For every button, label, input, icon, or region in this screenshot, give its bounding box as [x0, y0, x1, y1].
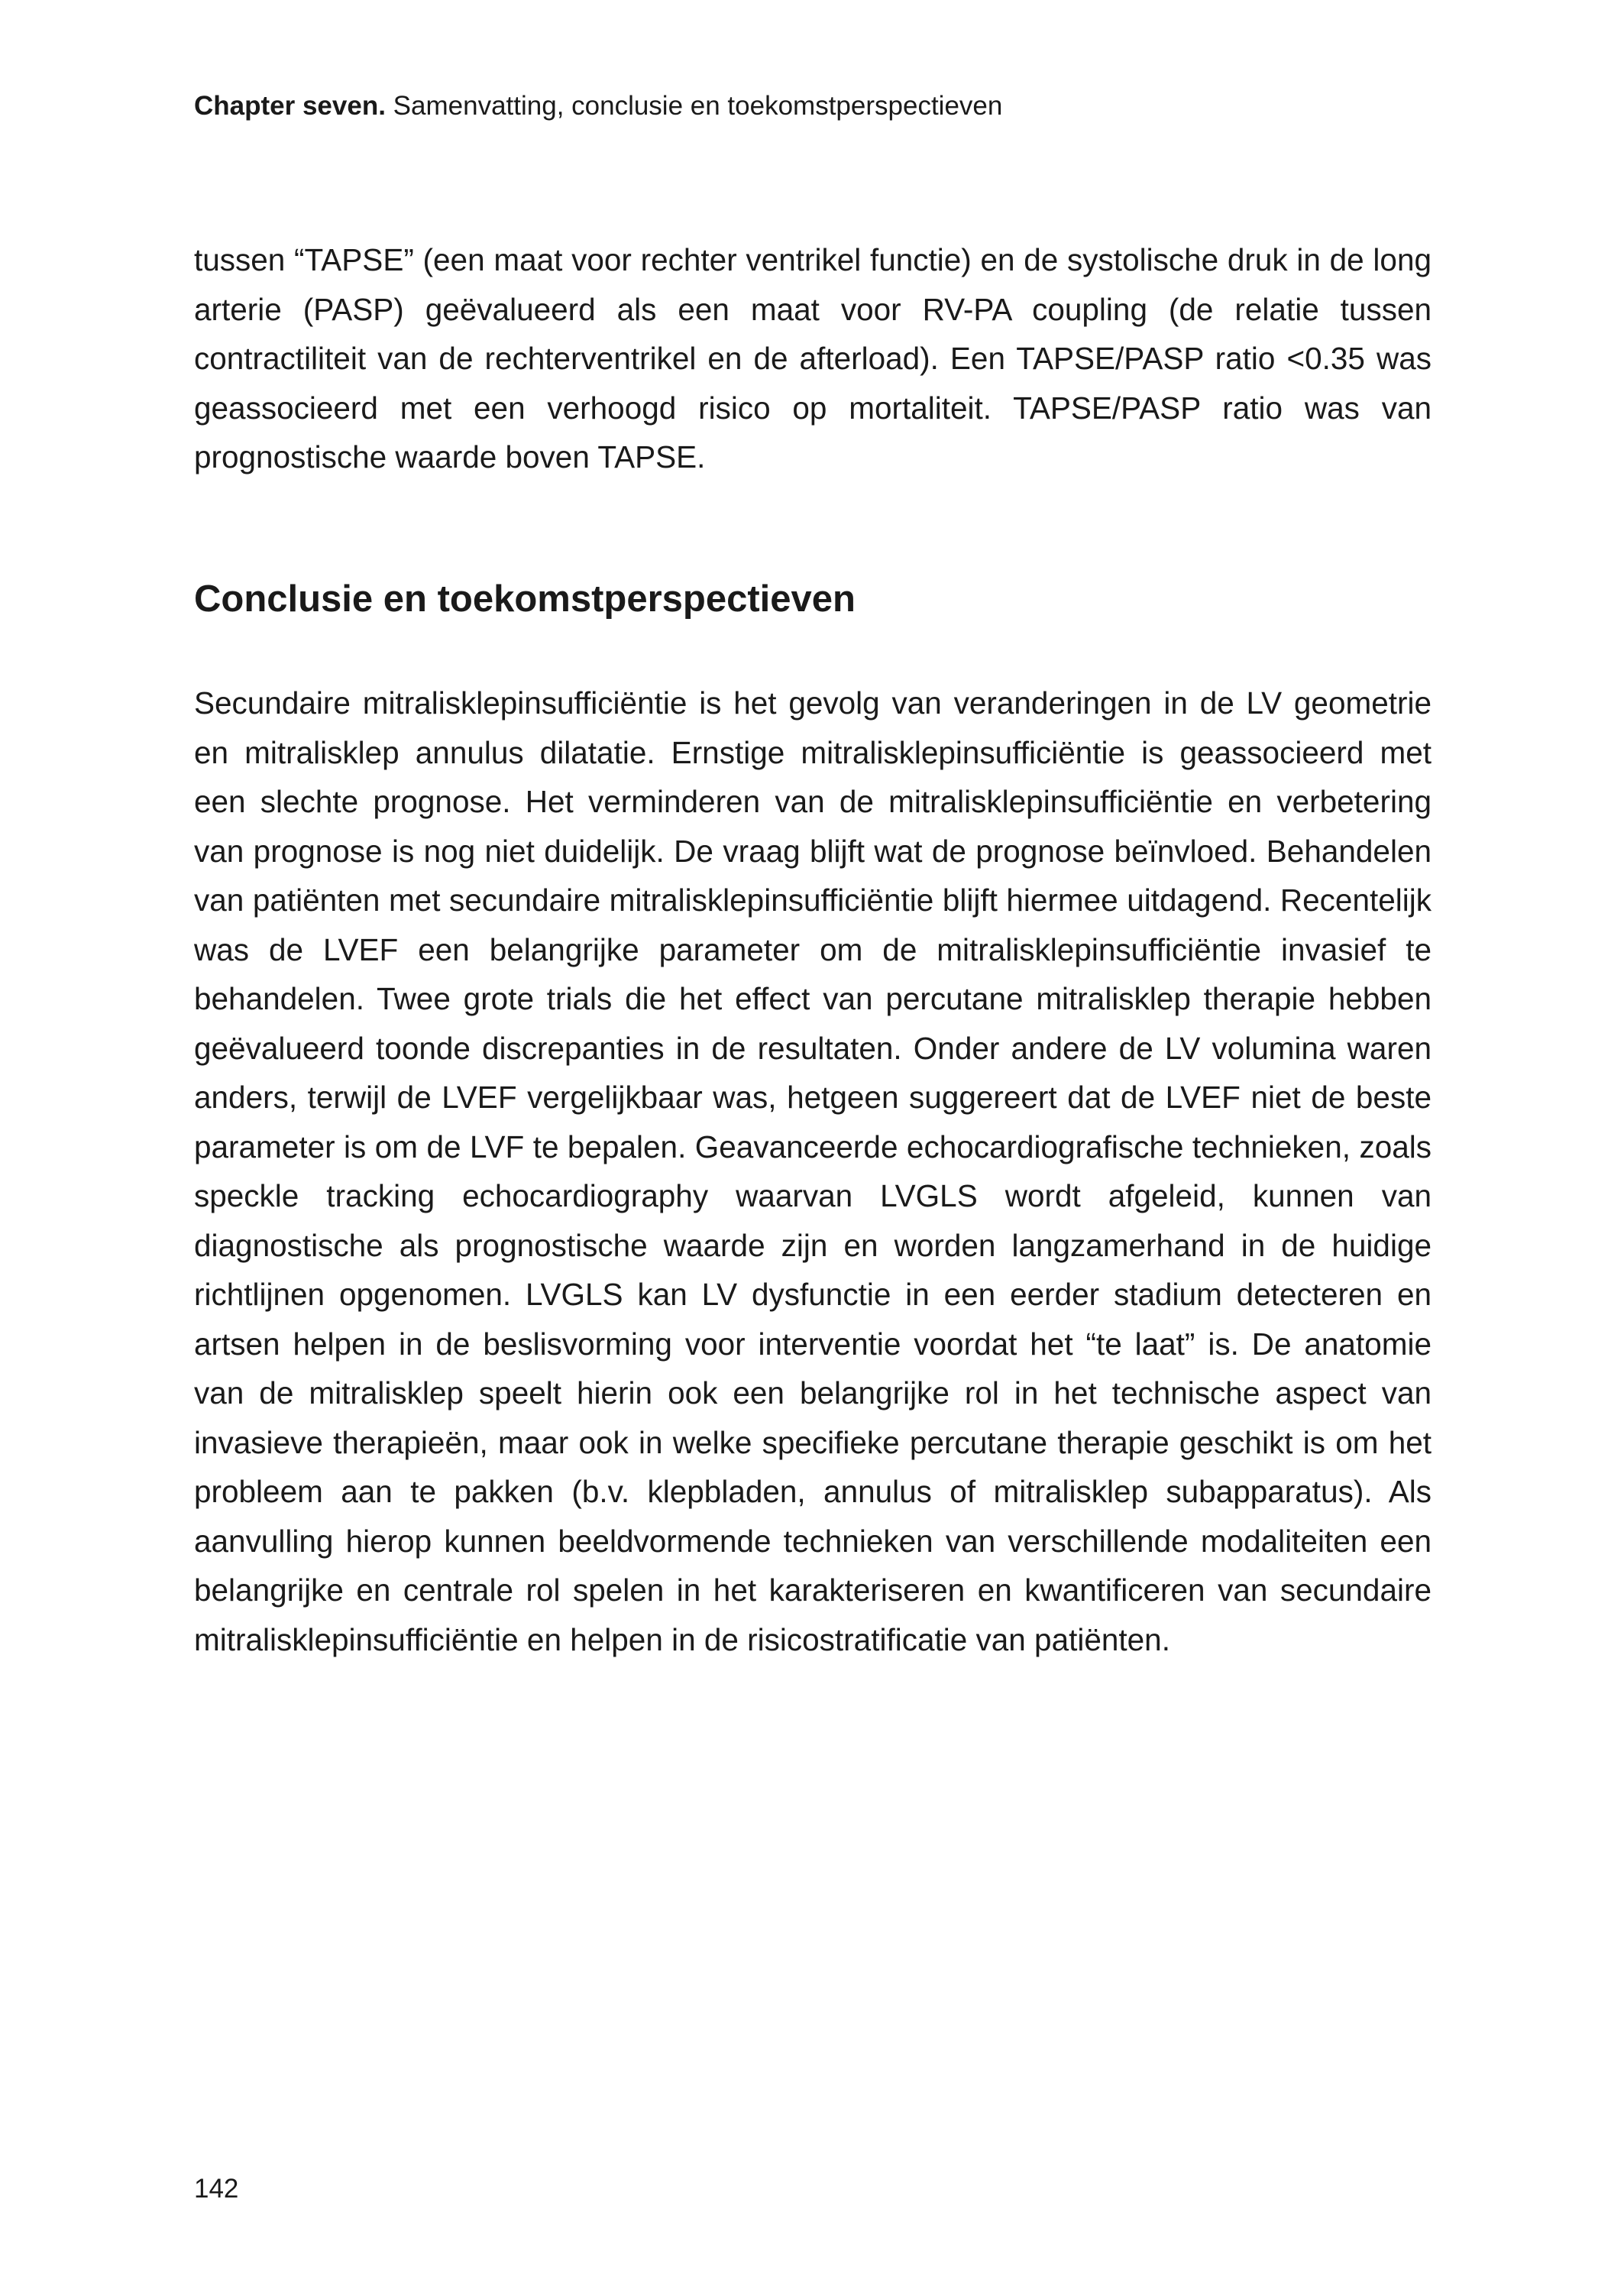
chapter-label: Chapter seven. — [194, 91, 386, 121]
conclusion-paragraph: Secundaire mitralisklepinsufficiëntie is het gevolg van veranderingen in de LV geometrie en mitralisklep annulus dilatatie. Ernstige mitralisklepinsufficiëntie is geassocieerd met een slechte prognose. Het verminderen van de mitralisklepinsufficiëntie en verbetering van prognose is nog niet duidelijk. De vraag blijft wat de prognose beïnvloed. Behandelen van patiënten met secundaire mitralisklepinsufficiëntie blijft hiermee uitdagend. Recentelijk was de LVEF een belangrijke parameter om de mitralisklepinsufficiëntie invasief te behandelen. Twee grote trials die het effect van percutane mitralisklep therapie hebben geëvalueerd toonde discrepanties in de resultaten. Onder andere de LV volumina waren anders, terwijl de LVEF vergelijkbaar was, hetgeen suggereert dat de LVEF niet de beste parameter is om de LVF te bepalen. Geavanceerde echocardiografische technieken, zoals speckle tracking echocardiography waarvan LVGLS wordt afgeleid, kunnen van diagnostische als prognostische waarde zijn en worden langzamerhand in de huidige richtlijnen opgenomen. LVGLS kan LV dysfunctie in een eerder stadium detecteren en artsen helpen in de beslisvorming voor interventie voordat het “te laat” is. De anatomie van de mitralisklep speelt hierin ook een belangrijke rol in het technische aspect van invasieve therapieën, maar ook in welke specifieke percutane therapie geschikt is om het probleem aan te pakken (b.v. klepbladen, annulus of mitralisklep subapparatus). Als aanvulling hierop kunnen beeldvormende technieken van verschillende modaliteiten een belangrijke en centrale rol spelen in het karakteriseren en kwantificeren van secundaire mitralisklepinsufficiëntie en helpen in de risicostratificatie van patiënten. — [194, 685, 1432, 1657]
chapter-title: Samenvatting, conclusie en toekomstperspectieven — [393, 91, 1003, 121]
intro-paragraph: tussen “TAPSE” (een maat voor rechter ventrikel functie) en de systolische druk in de long arterie (PASP) geëvalueerd als een maat voor RV-PA coupling (de relatie tussen contractiliteit van de rechterventrikel en de afterload). Een TAPSE/PASP ratio <0.35 was geassocieerd met een verhoogd risico op mortaliteit. TAPSE/PASP ratio was van prognostische waarde boven TAPSE. — [194, 242, 1432, 474]
section-heading: Conclusie en toekomstperspectieven — [194, 578, 856, 620]
page-number: 142 — [194, 2174, 239, 2204]
running-header — [194, 89, 1002, 124]
